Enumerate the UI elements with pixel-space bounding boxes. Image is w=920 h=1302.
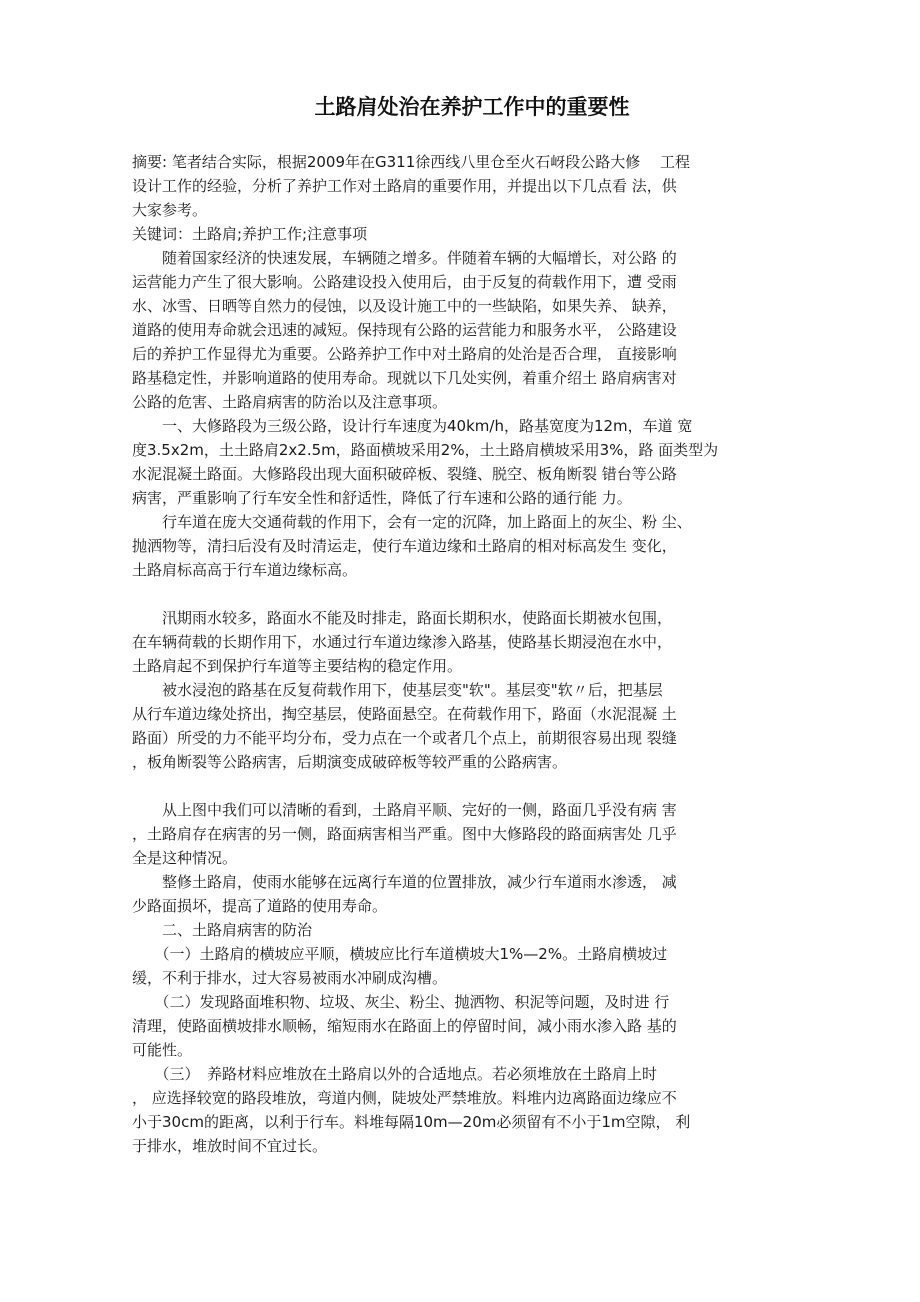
- text-line: 随着国家经济的快速发展，车辆随之增多。伴随着车辆的大幅增长，对公路 的: [132, 249, 677, 267]
- blank-line: [132, 582, 812, 606]
- text-line: （三） 养路材料应堆放在土路肩以外的合适地点。若必须堆放在土路肩上时: [132, 1065, 658, 1083]
- text-line: 土路肩标高高于行车道边缘标高。: [132, 561, 358, 579]
- text-line: 病害，严重影响了行车安全性和舒适性，降低了行车速和公路的通行能 力。: [132, 489, 632, 507]
- document-title: 土路肩处治在养护工作中的重要性: [314, 95, 630, 119]
- document-body: [132, 150, 812, 1158]
- text-line: 在车辆荷载的长期作用下，水通过行车道边缘渗入路基，使路基长期浸泡在水中，: [132, 633, 673, 651]
- text-line: 可能性。: [132, 1041, 193, 1059]
- text-line: 路面）所受的力不能平均分布，受力点在一个或者几个点上，前期很容易出现 裂缝: [132, 729, 677, 747]
- text-line: ，土路肩存在病害的另一侧，路面病害相当严重。图中大修路段的路面病害处 几乎: [132, 825, 677, 843]
- text-line: （一）土路肩的横坡应平顺，横坡应比行车道横坡大1%—2%。土路肩横坡过: [132, 945, 668, 963]
- text-line: 从上图中我们可以清晰的看到，土路肩平顺、完好的一侧，路面几乎没有病 害: [132, 801, 677, 819]
- text-line: 从行车道边缘处挤出，掏空基层，使路面悬空。在荷载作用下，路面（水泥混凝 土: [132, 705, 677, 723]
- text-line: 土路肩起不到保护行车道等主要结构的稳定作用。: [132, 657, 463, 675]
- text-line: 公路的危害、土路肩病害的防治以及注意事项。: [132, 393, 448, 411]
- text-line: 行车道在庞大交通荷载的作用下，会有一定的沉降，加上路面上的灰尘、粉 尘、: [132, 513, 692, 531]
- text-line: 道路的使用寿命就会迅速的减短。保持现有公路的运营能力和服务水平， 公路建设: [132, 321, 677, 339]
- text-line: 摘要: 笔者结合实际，根据2009年在G311徐西线八里仓至火石岈段公路大修 工程: [132, 153, 691, 171]
- text-line: 全是这种情况。: [132, 849, 238, 867]
- text-line: 清理，使路面横坡排水顺畅，缩短雨水在路面上的停留时间，减小雨水渗入路 基的: [132, 1017, 677, 1035]
- text-line: 汛期雨水较多，路面水不能及时排走，路面长期积水，使路面长期被水包围，: [132, 609, 673, 627]
- text-line: 设计工作的经验，分析了养护工作对土路肩的重要作用，并提出以下几点看 法，供: [132, 177, 677, 195]
- text-line: 抛洒物等，清扫后没有及时清运走，使行车道边缘和土路肩的相对标高发生 变化，: [132, 537, 677, 555]
- text-line: 后的养护工作显得尤为重要。公路养护工作中对土路肩的处治是否合理， 直接影响: [132, 345, 677, 363]
- text-line: ，板角断裂等公路病害，后期演变成破碎板等较严重的公路病害。: [132, 753, 568, 771]
- text-line: 大家参考。: [132, 201, 208, 219]
- text-line: 二、土路肩病害的防治: [132, 921, 313, 939]
- text-line: 整修土路肩，使雨水能够在远离行车道的位置排放，减少行车道雨水渗透， 减: [132, 873, 677, 891]
- blank-line: [132, 774, 812, 798]
- text-line: 缓，不利于排水，过大容易被雨水冲刷成沟槽。: [132, 969, 448, 987]
- text-line: 度3.5x2m，土土路肩2x2.5m，路面横坡采用2%，土土路肩横坡采用3%，路 面类型为: [132, 441, 719, 459]
- text-line: 被水浸泡的路基在反复荷载作用下，使基层变"软"。基层变"软〃后，把基层: [132, 681, 663, 699]
- text-line: 于排水，堆放时间不宜过长。: [132, 1137, 328, 1155]
- text-line: 少路面损坏，提高了道路的使用寿命。: [132, 897, 388, 915]
- text-line: 水、冰雪、日晒等自然力的侵蚀，以及设计施工中的一些缺陷，如果失养、 缺养，: [132, 297, 677, 315]
- text-line: 运营能力产生了很大影响。公路建设投入使用后，由于反复的荷载作用下，遭 受雨: [132, 273, 677, 291]
- text-line: 一、大修路段为三级公路，设计行车速度为40km/h，路基宽度为12m，车道 宽: [132, 417, 693, 435]
- text-line: 关键词：土路肩;养护工作;注意事项: [132, 225, 368, 243]
- text-line: 路基稳定性，并影响道路的使用寿命。现就以下几处实例，着重介绍土 路肩病害对: [132, 369, 677, 387]
- text-line: ， 应选择较宽的路段堆放，弯道内侧，陡坡处严禁堆放。料堆内边离路面边缘应不: [132, 1089, 677, 1107]
- text-line: 水泥混凝土路面。大修路段出现大面积破碎板、裂缝、脱空、板角断裂 错台等公路: [132, 465, 677, 483]
- text-line: （二）发现路面堆积物、垃圾、灰尘、粉尘、抛洒物、积泥等问题，及时进 行: [132, 993, 670, 1011]
- text-line: 小于30cm的距离，以利于行车。料堆每隔10m—20m必须留有不小于1m空隙， 利: [132, 1113, 691, 1131]
